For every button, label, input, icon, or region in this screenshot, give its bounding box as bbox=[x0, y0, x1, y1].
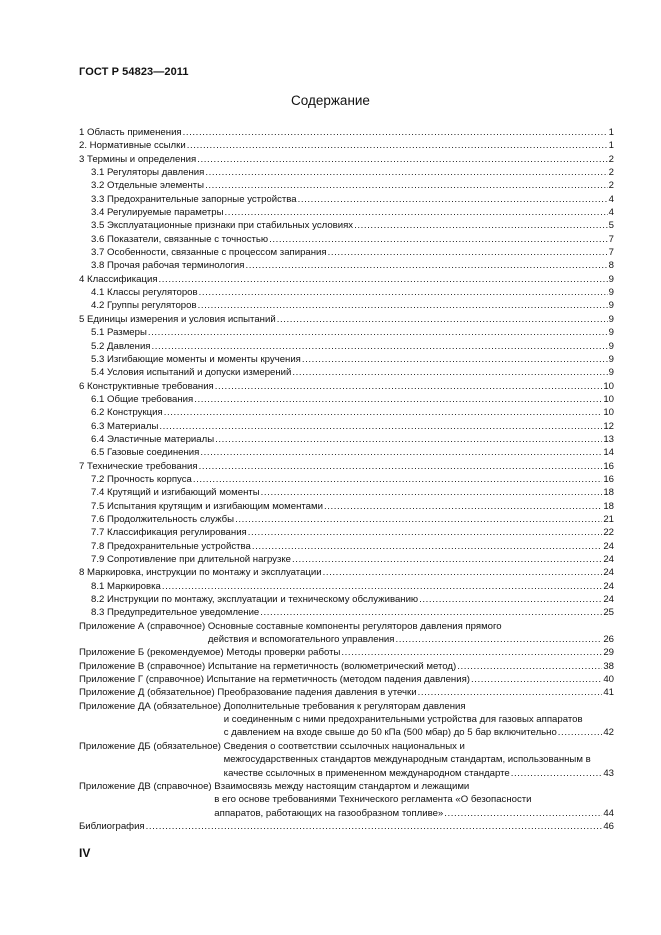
toc-page-number: 38 bbox=[603, 660, 614, 672]
toc-entry[interactable] bbox=[79, 139, 614, 152]
document-header: ГОСТ Р 54823—2011 bbox=[79, 66, 189, 78]
toc-page-number: 2 bbox=[608, 180, 614, 192]
appendix-title-line: межгосударственных стандартов международным стандартам, использованным в bbox=[223, 754, 591, 766]
toc-page-number: 4 bbox=[608, 193, 614, 205]
page-number-footer: IV bbox=[79, 846, 91, 860]
toc-page-number: 22 bbox=[603, 527, 614, 539]
toc-dot-leader bbox=[395, 633, 602, 646]
toc-page-number: 24 bbox=[603, 554, 614, 565]
toc-entry[interactable] bbox=[79, 540, 614, 553]
toc-page-number: 10 bbox=[603, 393, 614, 405]
toc-dot-leader bbox=[162, 580, 602, 593]
toc-entry[interactable] bbox=[79, 460, 614, 473]
toc-entry-label: 8 Маркировка, инструкции по монтажу и эксплуатации bbox=[79, 567, 322, 579]
appendix-title-line: Основные составные компоненты регуляторов давления прямого bbox=[207, 620, 502, 632]
toc-page-number: 7 bbox=[608, 247, 614, 259]
toc-dot-leader bbox=[292, 553, 602, 566]
toc-appendix-entry[interactable] bbox=[79, 646, 614, 659]
toc-entry-label: 6.1 Общие требования bbox=[91, 393, 194, 405]
toc-page-number: 24 bbox=[603, 594, 614, 606]
appendix-title-line: Преобразование падения давления в утечки bbox=[217, 687, 417, 699]
toc-dot-leader bbox=[198, 299, 608, 312]
toc-dot-leader bbox=[269, 233, 608, 246]
toc-dot-leader bbox=[159, 273, 608, 286]
toc-dot-leader bbox=[199, 460, 603, 473]
toc-entry-label: 6.3 Материалы bbox=[91, 420, 159, 432]
toc-dot-leader bbox=[235, 513, 602, 526]
toc-dot-leader bbox=[215, 380, 603, 393]
appendix-prefix: Приложение Д (обязательное) bbox=[79, 687, 218, 699]
toc-entry[interactable] bbox=[79, 179, 614, 192]
toc-entry-label: 7.6 Продолжительность службы bbox=[91, 513, 235, 525]
appendix-title-line: действия и вспомогательного управления bbox=[207, 634, 395, 646]
toc-appendix-entry[interactable] bbox=[79, 673, 614, 686]
appendix-prefix: Приложение Г (справочное) bbox=[79, 674, 207, 686]
toc-entry[interactable] bbox=[79, 326, 614, 339]
toc-dot-leader bbox=[187, 139, 608, 152]
toc-entry[interactable] bbox=[79, 606, 614, 619]
toc-entry[interactable] bbox=[79, 593, 614, 606]
toc-dot-leader bbox=[260, 606, 602, 619]
toc-page-number: 16 bbox=[603, 473, 614, 485]
toc-entry[interactable] bbox=[79, 486, 614, 499]
toc-entry[interactable] bbox=[79, 259, 614, 272]
toc-entry[interactable] bbox=[79, 366, 614, 379]
toc-entry[interactable] bbox=[79, 219, 614, 232]
toc-page-number: 10 bbox=[603, 407, 614, 419]
toc-entry-label: 6 Конструктивные требования bbox=[79, 380, 214, 392]
appendix-prefix: Приложение В (справочное) bbox=[79, 660, 208, 672]
toc-entry-label: 4.1 Классы регуляторов bbox=[91, 287, 198, 299]
toc-entry-label: 5.2 Давления bbox=[91, 340, 151, 352]
toc-entry-label: 3.8 Прочая рабочая терминология bbox=[91, 260, 245, 272]
toc-page-number: 44 bbox=[603, 807, 614, 819]
toc-page-number: 43 bbox=[603, 767, 614, 779]
toc-entry-label: 3 Термины и определения bbox=[79, 153, 197, 165]
toc-dot-leader bbox=[323, 566, 603, 579]
appendix-title-line: и соединенным с ними предохранительными устройства для газовых аппаратов bbox=[223, 714, 583, 726]
toc-page-number: 16 bbox=[603, 460, 614, 472]
appendix-prefix: Приложение Б (рекомендуемое) bbox=[79, 647, 227, 659]
toc-entry[interactable] bbox=[79, 500, 614, 513]
toc-page-number: 24 bbox=[603, 567, 614, 579]
appendix-title-line: Методы проверки работы bbox=[226, 647, 341, 659]
toc-appendix-entry[interactable] bbox=[79, 780, 614, 820]
toc-page-number: 9 bbox=[608, 287, 614, 299]
toc-entry-label: 5 Единицы измерения и условия испытаний bbox=[79, 313, 276, 325]
appendix-title-line: с давлением на входе свыше до 50 кПа (500 мбар) до 5 бар включительно bbox=[223, 727, 557, 739]
toc-entry-label: 5.4 Условия испытаний и допуски измерений bbox=[91, 367, 292, 379]
appendix-title-line: Взаимосвязь между настоящим стандартом и лежащими bbox=[214, 780, 470, 792]
toc-dot-leader bbox=[194, 393, 602, 406]
toc-entry-label: 7.4 Крутящий и изгибающий моменты bbox=[91, 487, 260, 499]
toc-page-number: 18 bbox=[603, 487, 614, 499]
toc-page-number: 8 bbox=[608, 260, 614, 272]
appendix-title-line: Сведения о соответствии ссылочных национальных и bbox=[223, 740, 465, 752]
toc-entry[interactable] bbox=[79, 153, 614, 166]
toc-entry-label: 3.5 Эксплуатационные признаки при стабильных условиях bbox=[91, 220, 354, 232]
appendix-title-line: Испытание на герметичность (волюметрический метод) bbox=[207, 660, 457, 672]
toc-dot-leader bbox=[292, 366, 607, 379]
toc-dot-leader bbox=[183, 126, 608, 139]
toc-entry[interactable] bbox=[79, 246, 614, 259]
appendix-prefix: Приложение ДВ (справочное) bbox=[79, 780, 215, 792]
toc-dot-leader bbox=[261, 486, 603, 499]
toc-entry[interactable] bbox=[79, 393, 614, 406]
toc-entry[interactable] bbox=[79, 420, 614, 433]
toc-dot-leader bbox=[328, 246, 608, 259]
toc-entry[interactable] bbox=[79, 580, 614, 593]
toc-entry-label: 6.2 Конструкция bbox=[91, 407, 163, 419]
toc-page-number: 5 bbox=[608, 220, 614, 232]
toc-page-number: 25 bbox=[603, 607, 614, 619]
toc-dot-leader bbox=[197, 153, 607, 166]
toc-page-number: 13 bbox=[603, 433, 614, 445]
toc-entry-label: Библиография bbox=[79, 820, 145, 832]
appendix-title-line: Испытание на герметичность (методом падения давления) bbox=[206, 674, 470, 686]
toc-entry-label: 3.7 Особенности, связанные с процессом запирания bbox=[91, 247, 327, 259]
toc-dot-leader bbox=[419, 593, 602, 606]
toc-dot-leader bbox=[215, 433, 602, 446]
toc-entry[interactable] bbox=[79, 286, 614, 299]
toc-page-number: 24 bbox=[603, 580, 614, 592]
toc-dot-leader bbox=[200, 446, 602, 459]
toc-page-number: 24 bbox=[603, 540, 614, 552]
toc-page-number: 14 bbox=[603, 447, 614, 459]
appendix-title-line: аппаратов, работающих на газообразном топливе» bbox=[214, 807, 444, 819]
toc-dot-leader bbox=[159, 420, 602, 433]
page-title: Содержание bbox=[291, 93, 370, 108]
toc-dot-leader bbox=[205, 179, 608, 192]
toc-page-number: 41 bbox=[603, 687, 614, 699]
toc-page-number: 21 bbox=[603, 513, 614, 525]
toc-dot-leader bbox=[324, 500, 602, 513]
toc-entry-label: 5.3 Изгибающие моменты и моменты кручения bbox=[91, 353, 301, 365]
toc-entry[interactable] bbox=[79, 446, 614, 459]
toc-dot-leader bbox=[471, 673, 602, 686]
toc-entry[interactable] bbox=[79, 206, 614, 219]
toc-entry[interactable] bbox=[79, 566, 614, 579]
toc-entry[interactable] bbox=[79, 473, 614, 486]
toc-page-number: 42 bbox=[603, 727, 614, 739]
toc-entry-label: 8.1 Маркировка bbox=[91, 580, 161, 592]
toc-appendix-entry[interactable] bbox=[79, 686, 614, 699]
toc-dot-leader bbox=[193, 473, 602, 486]
toc-dot-leader bbox=[248, 526, 603, 539]
toc-entry[interactable] bbox=[79, 299, 614, 312]
toc-entry-label: 7.9 Сопротивление при длительной нагрузке bbox=[91, 554, 292, 565]
toc-page-number: 2 bbox=[608, 167, 614, 179]
toc-page-number: 1 bbox=[608, 127, 614, 138]
toc-page-number: 4 bbox=[608, 207, 614, 219]
toc-entry[interactable] bbox=[79, 313, 614, 326]
toc-entry[interactable] bbox=[79, 166, 614, 179]
toc-dot-leader bbox=[511, 767, 603, 780]
toc-page-number: 9 bbox=[608, 327, 614, 339]
toc-page-number: 18 bbox=[603, 500, 614, 512]
toc-page-number: 40 bbox=[603, 674, 614, 686]
toc-page-number: 46 bbox=[603, 820, 614, 832]
toc-entry[interactable] bbox=[79, 513, 614, 526]
toc-entry-label: 6.5 Газовые соединения bbox=[91, 447, 200, 459]
toc-dot-leader bbox=[558, 726, 603, 739]
toc-dot-leader bbox=[225, 206, 608, 219]
toc-page-number: 12 bbox=[603, 420, 614, 432]
appendix-title-line: качестве ссылочных в примененном международном стандарте bbox=[223, 767, 510, 779]
toc-entry-label: 3.6 Показатели, связанные с точностью bbox=[91, 233, 269, 245]
toc-entry-label: 4 Классификация bbox=[79, 273, 158, 285]
appendix-title-line: в его основе требованиями Технического регламента «О безопасности bbox=[214, 794, 532, 806]
toc-page-number: 1 bbox=[608, 140, 614, 152]
toc-page-number: 9 bbox=[608, 340, 614, 352]
toc-entry[interactable] bbox=[79, 193, 614, 206]
toc-page-number: 9 bbox=[608, 273, 614, 285]
toc-entry-label: 2. Нормативные ссылки bbox=[79, 140, 186, 152]
toc-entry-label: 7.8 Предохранительные устройства bbox=[91, 540, 251, 552]
toc-entry-label: 6.4 Эластичные материалы bbox=[91, 433, 215, 445]
toc-page-number: 10 bbox=[603, 380, 614, 392]
appendix-prefix: Приложение ДБ (обязательное) bbox=[79, 740, 224, 752]
appendix-prefix: Приложение ДА (обязательное) bbox=[79, 700, 224, 712]
toc-entry[interactable] bbox=[79, 340, 614, 353]
toc-page-number: 9 bbox=[608, 313, 614, 325]
toc-appendix-entry[interactable] bbox=[79, 660, 614, 673]
toc-dot-leader bbox=[277, 313, 608, 326]
toc-entry-label: 3.3 Предохранительные запорные устройства bbox=[91, 193, 297, 205]
toc-entry-label: 7.7 Классификация регулирования bbox=[91, 527, 247, 539]
toc-dot-leader bbox=[418, 686, 603, 699]
toc-dot-leader bbox=[164, 406, 603, 419]
toc-dot-leader bbox=[298, 193, 608, 206]
toc-page-number: 29 bbox=[603, 647, 614, 659]
toc-dot-leader bbox=[152, 340, 608, 353]
toc-entry-label: 7.5 Испытания крутящим и изгибающим моментами bbox=[91, 500, 323, 512]
toc-entry[interactable] bbox=[79, 233, 614, 246]
toc-entry[interactable] bbox=[79, 353, 614, 366]
toc-page-number: 7 bbox=[608, 233, 614, 245]
toc-dot-leader bbox=[245, 259, 607, 272]
toc-page-number: 9 bbox=[608, 300, 614, 312]
table-of-contents bbox=[79, 126, 614, 833]
toc-entry-label: 8.3 Предупредительное уведомление bbox=[91, 607, 260, 619]
toc-page-number: 9 bbox=[608, 353, 614, 365]
toc-appendix-entry[interactable] bbox=[79, 700, 614, 740]
toc-entry[interactable] bbox=[79, 433, 614, 446]
toc-entry-label: 3.4 Регулируемые параметры bbox=[91, 207, 224, 219]
appendix-title-line: Дополнительные требования к регуляторам давления bbox=[223, 700, 466, 712]
toc-entry-label: 7.2 Прочность корпуса bbox=[91, 473, 192, 485]
toc-entry-label: 7 Технические требования bbox=[79, 460, 198, 472]
toc-dot-leader bbox=[146, 820, 603, 833]
toc-dot-leader bbox=[252, 540, 603, 553]
toc-entry-label: 1 Область применения bbox=[79, 127, 182, 138]
toc-entry[interactable] bbox=[79, 126, 614, 139]
toc-entry-label: 8.2 Инструкции по монтажу, эксплуатации и техническому обслуживанию bbox=[91, 594, 419, 606]
toc-entry[interactable] bbox=[79, 526, 614, 539]
toc-dot-leader bbox=[354, 219, 608, 232]
appendix-prefix: Приложение А (справочное) bbox=[79, 620, 208, 632]
toc-page-number: 26 bbox=[603, 634, 614, 646]
toc-page-number: 2 bbox=[608, 153, 614, 165]
toc-entry[interactable] bbox=[79, 380, 614, 393]
toc-appendix-entry[interactable] bbox=[79, 740, 614, 780]
toc-entry-label: 3.1 Регуляторы давления bbox=[91, 167, 205, 179]
toc-dot-leader bbox=[341, 646, 602, 659]
toc-entry[interactable] bbox=[79, 553, 614, 566]
toc-dot-leader bbox=[199, 286, 608, 299]
toc-dot-leader bbox=[444, 807, 602, 820]
toc-entry[interactable] bbox=[79, 273, 614, 286]
toc-entry-label: 3.2 Отдельные элементы bbox=[91, 180, 205, 192]
toc-page-number: 9 bbox=[608, 367, 614, 379]
toc-dot-leader bbox=[457, 660, 602, 673]
toc-dot-leader bbox=[205, 166, 607, 179]
toc-entry-label: 4.2 Группы регуляторов bbox=[91, 300, 197, 312]
toc-dot-leader bbox=[302, 353, 608, 366]
toc-entry[interactable] bbox=[79, 406, 614, 419]
toc-entry-label: 5.1 Размеры bbox=[91, 327, 147, 339]
toc-appendix-entry[interactable] bbox=[79, 620, 614, 647]
toc-dot-leader bbox=[148, 326, 608, 339]
toc-entry[interactable] bbox=[79, 820, 614, 833]
